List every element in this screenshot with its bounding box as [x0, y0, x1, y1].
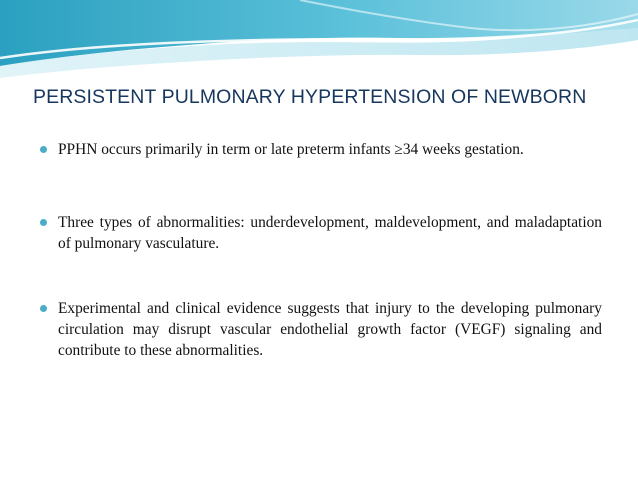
bullet-icon — [40, 146, 47, 153]
bullet-icon — [40, 305, 47, 312]
bullet-text: PPHN occurs primarily in term or late preterm infants ≥34 weeks gestation. — [58, 141, 524, 158]
bullet-text: Three types of abnormalities: underdevelopment, maldevelopment, and maladaptation of pulmonary vasculature. — [58, 214, 602, 252]
header-wave-decoration — [0, 0, 638, 80]
list-item — [40, 298, 602, 361]
list-item — [40, 139, 602, 160]
bullet-text: Experimental and clinical evidence suggests that injury to the developing pulmonary circulation may disrupt vascular endothelial growth factor (VEGF) signaling and contribute to these abnormalities. — [58, 300, 602, 359]
slide-title: PERSISTENT PULMONARY HYPERTENSION OF NEWBORN — [33, 86, 587, 108]
list-item — [40, 212, 602, 254]
bullet-icon — [40, 219, 47, 226]
bullet-list — [40, 139, 602, 361]
